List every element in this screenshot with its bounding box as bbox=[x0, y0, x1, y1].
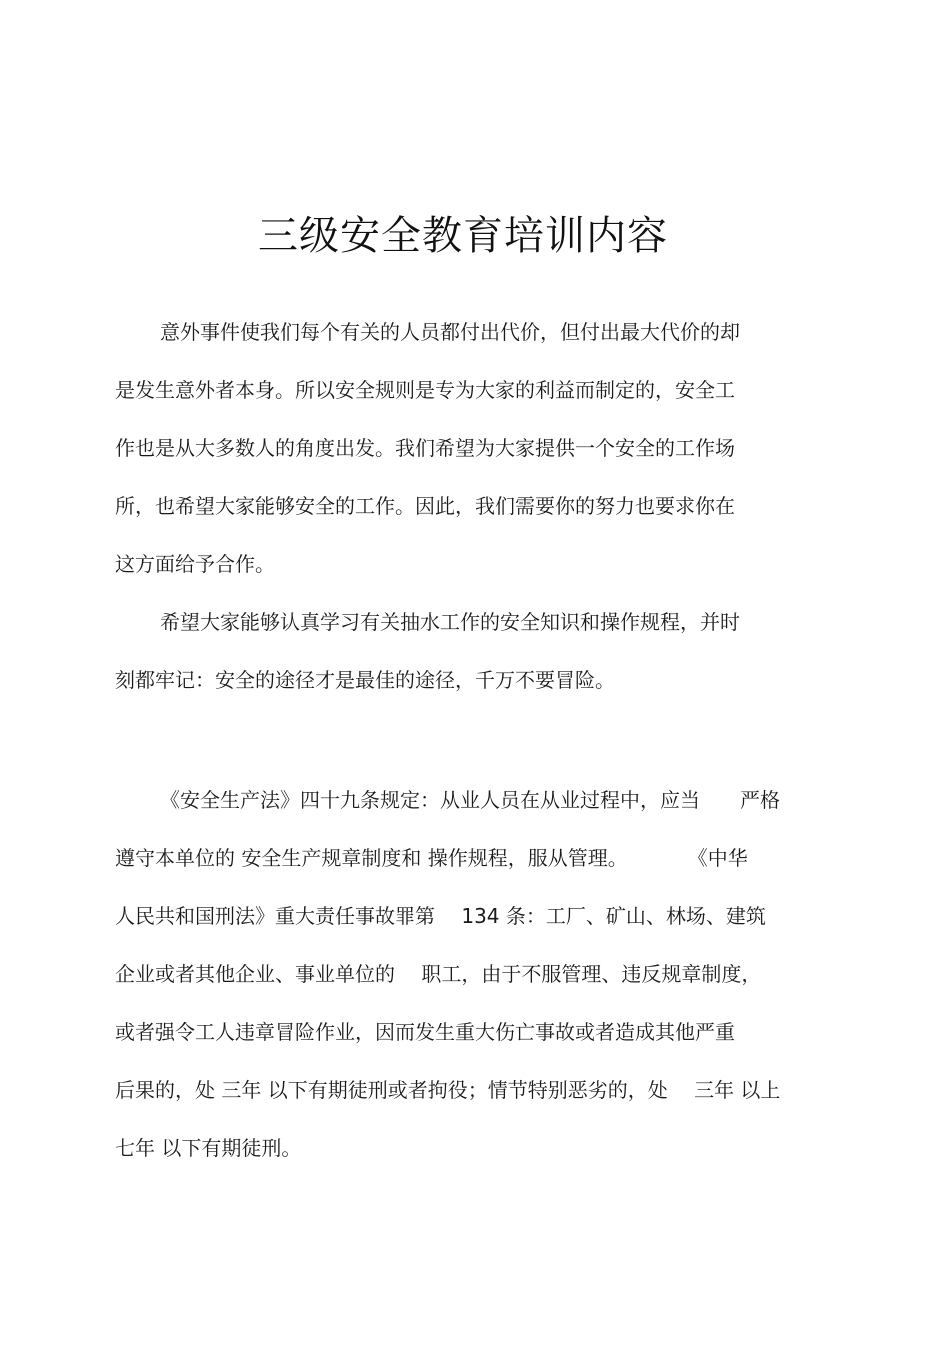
paragraph-3-line-6: 后果的，处 三年 以下有期徒刑或者拘役；情节特别恶劣的，处 三年 以上 bbox=[115, 1078, 781, 1102]
paragraph-3-line-3: 人民共和国刑法》重大责任事故罪第 134 条：工厂、矿山、林场、建筑 bbox=[115, 904, 766, 928]
paragraph-3-line-4: 企业或者其他企业、事业单位的 职工，由于不服管理、违反规章制度， bbox=[115, 962, 762, 986]
paragraph-2-line-2: 刻都牢记：安全的途径才是最佳的途径，千万不要冒险。 bbox=[115, 668, 615, 692]
paragraph-3-line-7: 七年 以下有期徒刑。 bbox=[115, 1136, 302, 1160]
paragraph-1-line-4: 所，也希望大家能够安全的工作。因此，我们需要你的努力也要求你在 bbox=[115, 494, 735, 518]
paragraph-3-line-5: 或者强令工人违章冒险作业，因而发生重大伤亡事故或者造成其他严重 bbox=[115, 1020, 735, 1044]
paragraph-1-line-2: 是发生意外者本身。所以安全规则是专为大家的利益而制定的，安全工 bbox=[115, 378, 735, 402]
paragraph-1-line-1: 意外事件使我们每个有关的人员都付出代价，但付出最大代价的却 bbox=[160, 320, 740, 344]
paragraph-1-line-3: 作也是从大多数人的角度出发。我们希望为大家提供一个安全的工作场 bbox=[115, 436, 735, 460]
paragraph-2-line-1: 希望大家能够认真学习有关抽水工作的安全知识和操作规程，并时 bbox=[160, 610, 740, 634]
paragraph-1-line-5: 这方面给予合作。 bbox=[115, 552, 275, 576]
paragraph-3-line-2: 遵守本单位的 安全生产规章制度和 操作规程，服从管理。 《中华 bbox=[115, 846, 748, 870]
document-title: 三级安全教育培训内容 bbox=[258, 213, 668, 259]
paragraph-3-line-1: 《安全生产法》四十九条规定：从业人员在从业过程中，应当 严格 bbox=[160, 788, 780, 812]
